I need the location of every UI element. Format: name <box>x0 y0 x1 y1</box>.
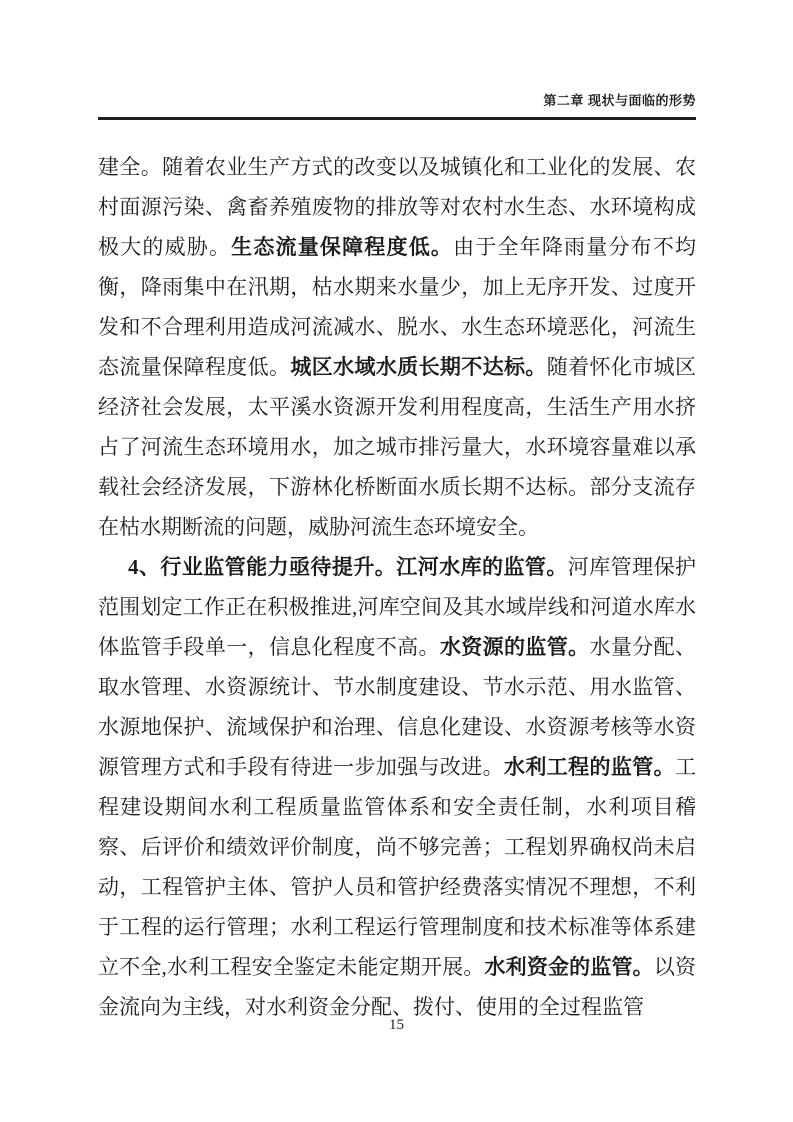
paragraph <box>98 547 696 1027</box>
document-body <box>98 147 696 1027</box>
text-run: 水量分配、取水管理、水资源统计、节水制度建设、节水示范、用水监管、水源地保护、流域保护和治理、信息化建设、水资源考核等水资源管理方式和手段有待进一步加强与改进。 <box>98 635 697 779</box>
paragraph <box>98 147 696 547</box>
bold-heading-run: 城区水域水质长期不达标。 <box>290 355 547 379</box>
bold-heading-run: 水利资金的监管。 <box>484 955 654 979</box>
chapter-header-text: 第二章 现状与面临的形势 <box>543 93 696 108</box>
text-run: 以资金流向为主线，对水利资金分配、拨付、使用的全过程监管 <box>98 955 697 1019</box>
text-run: 工程建设期间水利工程质量监管体系和安全责任制，水利项目稽察、后评价和绩效评价制度，尚不够完善；工程划界确权尚未启动，工程管护主体、管护人员和管护经费落实情况不理想，不利于工程的运行管理；水利工程运行管理制度和技术标准等体系建立不全,水利工程安全鉴定未能定期开展。 <box>98 755 697 979</box>
page-header <box>98 90 696 109</box>
page-footer <box>0 1017 793 1034</box>
bold-heading-run: 4、行业监管能力亟待提升。江河水库的监管。 <box>128 555 568 579</box>
text-run: 河库管理保护范围划定工作正在积极推进,河库空间及其水域岸线和河道水库水体监管手段单一，信息化程度不高。 <box>98 555 697 659</box>
header-rule <box>98 117 696 120</box>
page-number: 15 <box>389 1017 404 1033</box>
bold-heading-run: 生态流量保障程度低。 <box>231 235 454 259</box>
text-run: 由于全年降雨量分布不均衡，降雨集中在汛期，枯水期来水量少，加上无序开发、过度开发和不合理利用造成河流减水、脱水、水生态环境恶化，河流生态流量保障程度低。 <box>98 235 697 379</box>
bold-heading-run: 水资源的监管。 <box>439 635 590 659</box>
text-run: 随着怀化市城区经济社会发展，太平溪水资源开发利用程度高，生活生产用水挤占了河流生态环境用水，加之城市排污量大，水环境容量难以承载社会经济发展，下游林化桥断面水质长期不达标。部分支流存在枯水期断流的问题，威胁河流生态环境安全。 <box>98 355 697 539</box>
bold-heading-run: 水利工程的监管。 <box>504 755 676 779</box>
text-run: 建全。随着农业生产方式的改变以及城镇化和工业化的发展、农村面源污染、禽畜养殖废物的排放等对农村水生态、水环境构成极大的威胁。 <box>98 155 696 259</box>
